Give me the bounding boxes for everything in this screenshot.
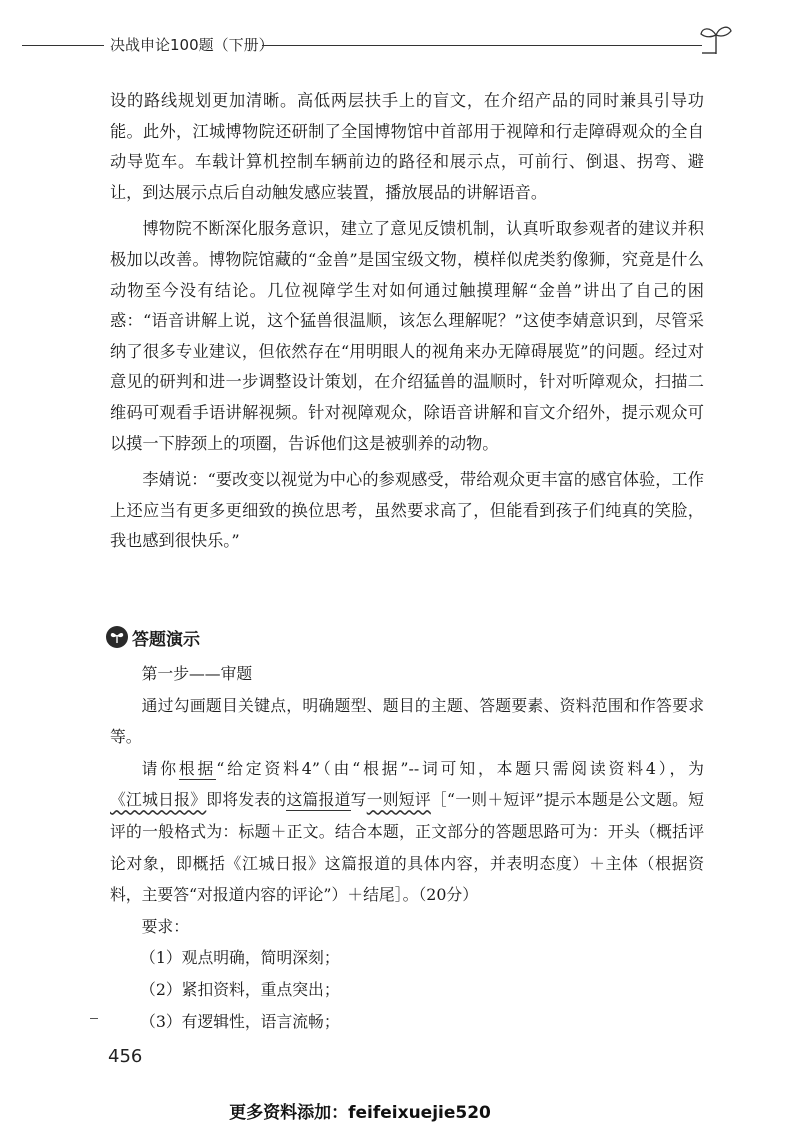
- question-text: [110, 753, 704, 911]
- requirements-list: [110, 942, 704, 1037]
- section-heading: [106, 624, 200, 650]
- keyword-according: 根据: [178, 758, 217, 778]
- book-title: 决战申论100题（下册）: [110, 36, 274, 54]
- answer-demo: [110, 658, 704, 1037]
- body-text: [110, 86, 704, 563]
- running-header: [22, 30, 722, 60]
- step-intro: 通过勾画题目关键点，明确题型、题目的主题、答题要素、资料范围和作答要求等。: [110, 695, 704, 747]
- question-part-3: 即将发表的: [206, 790, 287, 810]
- header-rule-left: [22, 45, 104, 46]
- margin-mark: [90, 1018, 98, 1019]
- keyword-short-review: 一则短评: [366, 790, 431, 810]
- section-title: 答题演示: [132, 629, 200, 650]
- requirement-item: （3）有逻辑性，语言流畅；: [140, 1011, 340, 1031]
- sprout-icon: [698, 22, 734, 56]
- keyword-report: 这篇报道: [286, 790, 351, 810]
- paragraph-3: 李婧说：“要改变以视觉为中心的参观感受，带给观众更丰富的感官体验，工作上还应当有更多更细致的换位思考，虽然要求高了，但能看到孩子们纯真的笑脸，我也感到很快乐。”: [110, 470, 704, 551]
- question-part-4: 写: [350, 790, 367, 810]
- keyword-newspaper: 《江城日报》: [110, 790, 207, 810]
- question-part-5: ［“一则＋短评”提示本题是公文题。短评的一般格式为：标题＋正文。结合本题，正文部分的答题思路可为：开头（概括评论对象，即概括《江城日报》这篇报道的具体内容，并表明态度）＋主体（根据资料，主要答“对报道内容的评论”）＋结尾］。（20分）: [110, 790, 704, 905]
- answer-demo-icon: [106, 626, 128, 648]
- requirement-item: （1）观点明确，简明深刻；: [140, 948, 340, 968]
- footer-note: 更多资料添加：feifeixuejie520: [229, 1103, 491, 1123]
- header-rule-right: [262, 45, 702, 46]
- page-number: 456: [108, 1046, 143, 1067]
- requirement-item: （2）紧扣资料，重点突出；: [140, 979, 340, 999]
- question-part-2: “给定资料4”（由“根据”--词可知，本题只需阅读资料4），为: [216, 758, 704, 778]
- step-heading: 第一步——审题: [141, 664, 253, 683]
- paragraph-2: 博物院不断深化服务意识，建立了意见反馈机制，认真听取参观者的建议并积极加以改善。博物院馆藏的“金兽”是国宝级文物，模样似虎类豹像狮，究竟是什么动物至今没有结论。几位视障学生对如何通过触摸理解“金兽”讲出了自己的困惑：“语音讲解上说，这个猛兽很温顺，该怎么理解呢？”这使李婧意识到，尽管采纳了很多专业建议，但依然存在“用明眼人的视角来办无障碍展览”的问题。经过对意见的研判和进一步调整设计策划，在介绍猛兽的温顺时，针对听障观众，扫描二维码可观看手语讲解视频。针对视障观众，除语音讲解和盲文介绍外，提示观众可以摸一下脖颈上的项圈，告诉他们这是被驯养的动物。: [110, 219, 704, 453]
- paragraph-1: 设的路线规划更加清晰。高低两层扶手上的盲文，在介绍产品的同时兼具引导功能。此外，江城博物院还研制了全国博物馆中首部用于视障和行走障碍观众的全自动导览车。车载计算机控制车辆前边的路径和展示点，可前行、倒退、拐弯、避让，到达展示点后自动触发感应装置，播放展品的讲解语音。: [110, 91, 704, 202]
- question-part-1: 请你: [141, 758, 179, 778]
- requirements-label: 要求：: [141, 916, 189, 936]
